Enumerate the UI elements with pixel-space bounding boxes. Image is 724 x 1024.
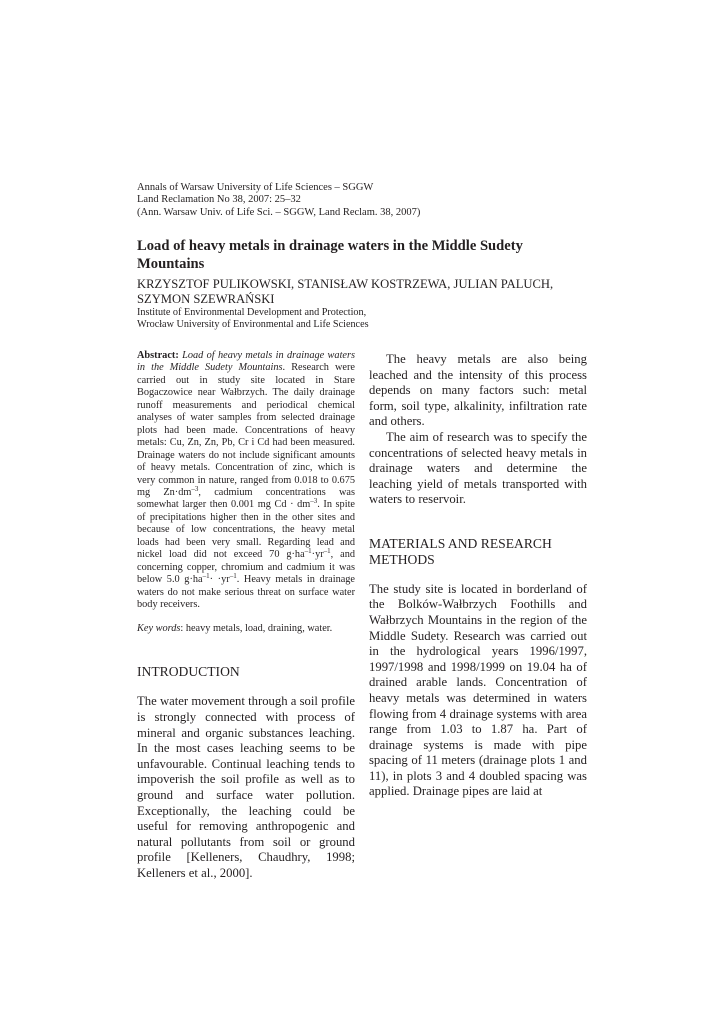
article-title: Load of heavy metals in drainage waters in the Middle Sudety Mountains — [137, 238, 523, 272]
abstract-label: Abstract: — [137, 350, 179, 361]
superscript: –3 — [191, 484, 199, 493]
keywords-label: Key words — [137, 622, 181, 634]
introduction-paragraph-1: The water movement through a soil profile is strongly connected with process of mineral and organic substances leaching. In the most cases leaching seems to be unfavourable. Continual leaching tends to impoverish the soil profile as well as to ground and surface water pollution. Exceptionally, the leaching could be useful for removing anthropogenic and natural pollutants from soil or ground profile [Kelleners, Chaudhry, 1998; Kelleners et al., 2000]. — [137, 694, 355, 880]
abstract-text: . Research were carried out in study site located in Stare Bogaczowice near Wałbrzych. The daily drainage runoff measurements and periodical chemical analyses of water samples from selected drainage plots had been made. Concentrations of heavy metals: Cu, Zn, Zn, Pb, Cr i Cd had been measured. Drainage waters do not include significant amounts of heavy metals. Concentration of zinc, which is very common in nature, ranged from 0.018 to 0.675 mg Zn·dm — [137, 362, 356, 498]
section-heading-methods: MATERIALS AND RESEARCH METHODS — [369, 535, 552, 568]
abstract-text: . In spite of precipitations higher then in the other sites and because of low concentrations, the heavy metal loads had been very small. Regarding lead and nickel load did not exceed 70 g·ha — [137, 499, 355, 561]
abstract-text: , cadmium concentrations was somewhat larger then 0.001 mg Cd · dm — [137, 486, 355, 511]
abstract-title: Load of heavy metals in drainage waters in the Middle Sudety Mountains — [137, 350, 356, 374]
journal-line: (Ann. Warsaw Univ. of Life Sci. – SGGW, Land Reclam. 38, 2007) — [137, 206, 421, 218]
introduction-paragraph-2: The heavy metals are also being leached and the intensity of this process depends on many factors such: metal form, soil type, alkalinity, infiltration rate and others. — [369, 352, 587, 429]
keywords-text: : heavy metals, load, draining, water. — [180, 622, 333, 634]
journal-line: Annals of Warsaw University of Life Sciences – SGGW — [137, 182, 374, 193]
affiliation — [137, 307, 587, 331]
abstract-text: . Heavy metals in drainage waters do not make serious threat on surface water body receivers. — [137, 574, 356, 611]
section-heading-introduction: INTRODUCTION — [137, 663, 240, 679]
left-column — [137, 350, 355, 882]
affiliation-line: Institute of Environmental Development and Protection, — [137, 307, 367, 318]
abstract-text: · ·yr — [209, 574, 230, 586]
affiliation-line: Wrocław University of Environmental and Life Sciences — [137, 319, 369, 331]
abstract-text: ·yr — [311, 549, 324, 561]
superscript: –1 — [229, 572, 237, 581]
methods-paragraph-1: The study site is located in borderland of the Bolków-Wałbrzych Foothills and Wałbrzych Mountains in the region of the Middle Sudety. Research was carried out in the hydrological years 1996/1997, 1997/1998 and 1998/1999 on 19.04 ha of drained arable lands. Concentration of heavy metals was determined in waters flowing from 4 drainage systems with area range from 1.03 to 1.87 ha. Part of drainage systems is made with pipe spacing of 11 meters (drainage plots 1 and 11), in plots 3 and 4 doubled spacing was applied. Drainage pipes are laid at — [369, 581, 587, 799]
right-column — [369, 350, 587, 800]
journal-line: Land Reclamation No 38, 2007: 25–32 — [137, 194, 301, 206]
superscript: –1 — [323, 547, 331, 556]
keywords — [137, 623, 355, 635]
introduction-paragraph-3: The aim of research was to specify the concentrations of selected heavy metals in drainage waters and determine the leaching yield of metals transported with waters to reservoir. — [369, 429, 587, 507]
journal-header — [137, 182, 577, 219]
abstract-text: , and concerning copper, chromium and cadmium it was below 5.0 g·ha — [137, 549, 355, 586]
superscript: –3 — [310, 497, 318, 506]
author-list: KRZYSZTOF PULIKOWSKI, STANISŁAW KOSTRZEWA, JULIAN PALUCH, SZYMON SZEWRAŃSKI — [137, 277, 554, 307]
superscript: –1 — [202, 572, 210, 581]
superscript: –1 — [304, 547, 312, 556]
abstract — [137, 350, 355, 612]
